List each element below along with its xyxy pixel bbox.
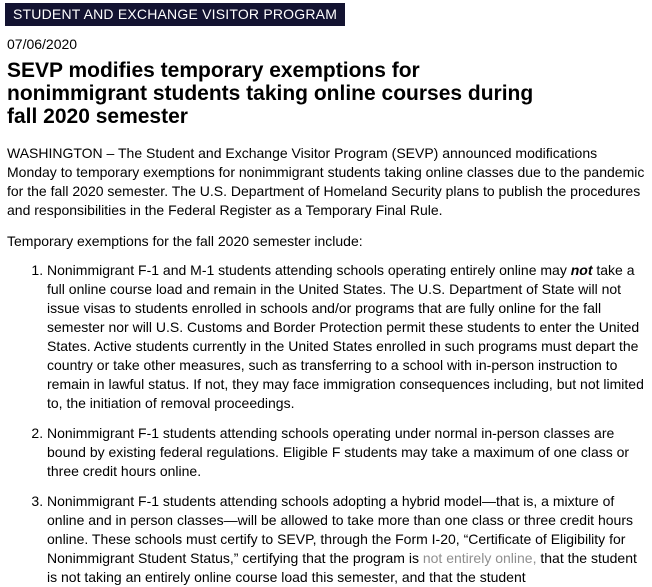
program-banner (5, 3, 345, 26)
exemption-3-faded-phrase: not entirely online, (422, 550, 537, 566)
exemption-2-text: Nonimmigrant F-1 students attending schools operating under normal in-person classes are bound by existing federal regulations. Eligible F students may take a maximum of one class or three credit hours online. (47, 425, 630, 479)
exemption-1-text-after: take a full online course load and remain in the United States. The U.S. Department of State will not issue visas to students enrolled in schools and/or programs that are fully online for the fall semester nor will U.S. Customs and Border Protection permit these students to enter the United States. Active students currently in the United States enrolled in such programs must depart the country or take other measures, such as transferring to a school with in-person instruction to remain in lawful status. If not, they may face immigration consequences including, but not limited to, the initiation of removal proceedings. (47, 262, 644, 411)
headline-line-3: fall 2020 semester (7, 105, 188, 128)
exemption-3-text-after: that the student is not taking an entirely online course load this semester, and that the student (47, 550, 637, 585)
exemptions-list (7, 261, 649, 587)
release-date: 07/06/2020 (7, 36, 78, 52)
exemption-item-1 (47, 261, 649, 413)
exemption-3-text-before: Nonimmigrant F-1 students attending schools adopting a hybrid model—that is, a mixture of online and in person classes—will be allowed to take more than one class or three credit hours online. These schools must certify to SEVP, through the Form I-20, “Certificate of Eligibility for Nonimmigrant Student Status,” certifying that the program is (47, 493, 633, 566)
headline (7, 59, 649, 128)
headline-line-1: SEVP modifies temporary exemptions for (7, 59, 420, 82)
headline-line-2: nonimmigrant students taking online courses during (7, 82, 534, 105)
exemption-item-2 (47, 424, 649, 481)
exemption-1-text-before: Nonimmigrant F-1 and M-1 students attending schools operating entirely online may (47, 262, 571, 278)
exemption-item-3 (47, 492, 649, 587)
program-banner-label: STUDENT AND EXCHANGE VISITOR PROGRAM (13, 6, 338, 22)
list-intro: Temporary exemptions for the fall 2020 semester include: (7, 233, 363, 249)
exemption-1-emphasis-not: not (570, 262, 593, 278)
intro-paragraph: WASHINGTON – The Student and Exchange Visitor Program (SEVP) announced modifications Monday to temporary exemptions for nonimmigrant students taking online classes due to the pandemic for the fall 2020 semester. The U.S. Department of Homeland Security plans to publish the procedures and responsibilities in the Federal Register as a Temporary Final Rule. (7, 145, 645, 218)
